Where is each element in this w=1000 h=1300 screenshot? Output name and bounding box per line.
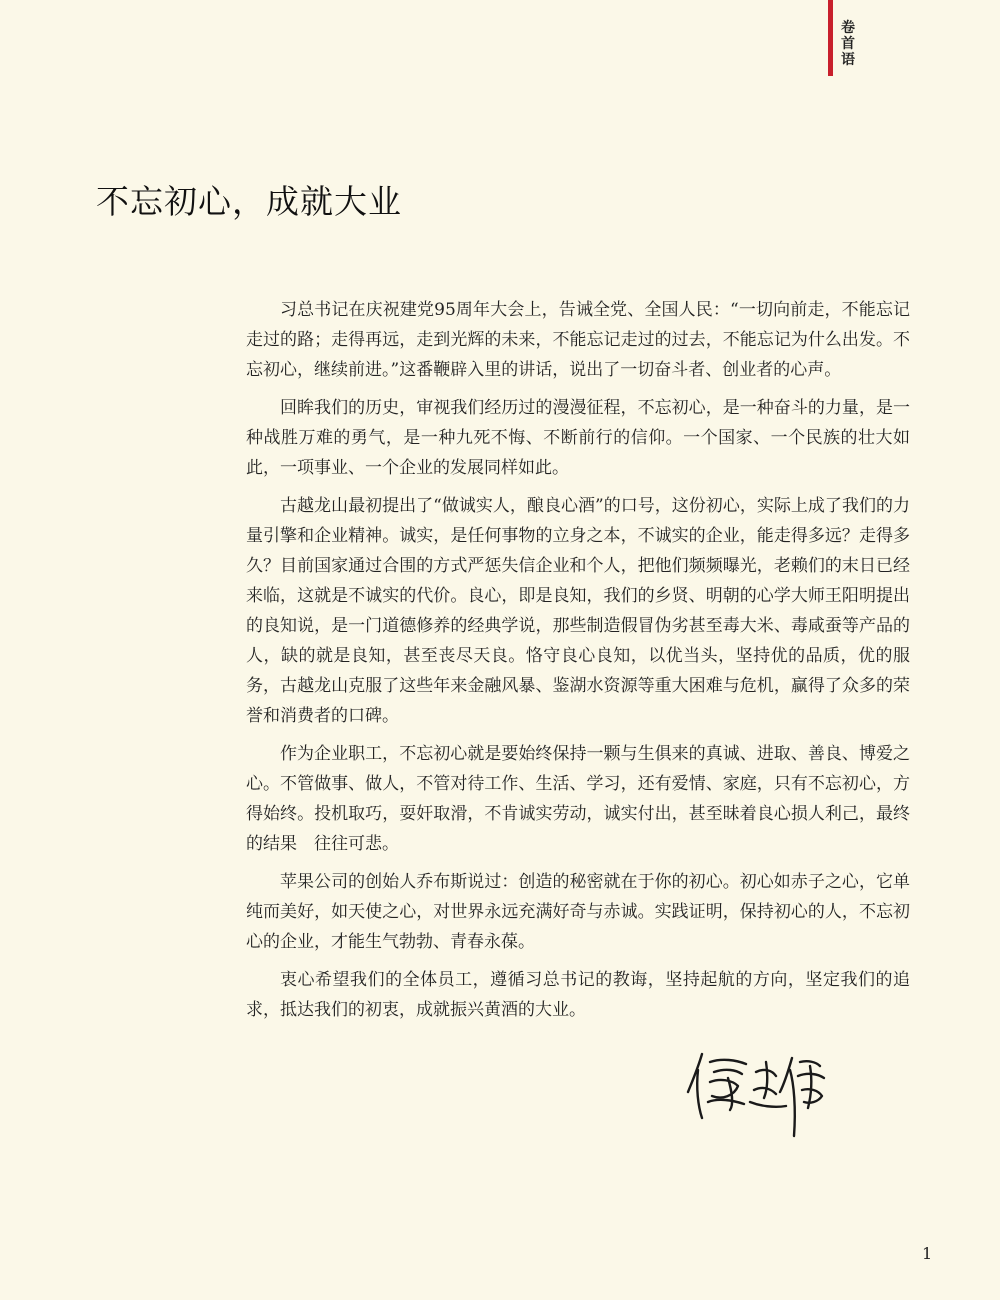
article-paragraph: 古越龙山最初提出了“做诚实人，酿良心酒”的口号，这份初心，实际上成了我们的力量引擎和企业精神。诚实，是任何事物的立身之本，不诚实的企业，能走得多远？走得多久？目前国家通过合围的方式严惩失信企业和个人，把他们频频曝光，老赖们的末日已经来临，这就是不诚实的代价。良心，即是良知，我们的乡贤、明朝的心学大师王阳明提出的良知说，是一门道德修养的经典学说，那些制造假冒伪劣甚至毒大米、毒咸蚕等产品的人，缺的就是良知，甚至丧尽天良。恪守良心良知，以优当头，坚持优的品质，优的服务，古越龙山克服了这些年来金融风暴、鉴湖水资源等重大困难与危机，赢得了众多的荣誉和消费者的口碑。 — [246, 496, 910, 726]
handwritten-signature — [684, 1048, 834, 1138]
article-paragraph: 作为企业职工，不忘初心就是要始终保持一颗与生俱来的真诚、进取、善良、博爱之心。不管做事、做人，不管对待工作、生活、学习，还有爱情、家庭，只有不忘初心，方得始终。投机取巧，耍奸取滑，不肯诚实劳动，诚实付出，甚至昧着良心损人利己，最终的结果 往往可悲。 — [246, 744, 910, 854]
article-paragraph: 习总书记在庆祝建党95周年大会上，告诫全党、全国人民：“一切向前走，不能忘记走过的路；走得再远，走到光辉的未来，不能忘记走过的过去，不能忘记为什么出发。不忘初心，继续前进。”这番鞭辟入里的讲话，说出了一切奋斗者、创业者的心声。 — [246, 300, 910, 380]
article-paragraph: 回眸我们的历史，审视我们经历过的漫漫征程，不忘初心，是一种奋斗的力量，是一种战胜万难的勇气，是一种九死不悔、不断前行的信仰。一个国家、一个民族的壮大如此，一项事业、一个企业的发展同样如此。 — [246, 398, 910, 478]
article-paragraph: 衷心希望我们的全体员工，遵循习总书记的教诲，坚持起航的方向，坚定我们的追求，抵达我们的初衷，成就振兴黄酒的大业。 — [246, 970, 910, 1020]
section-label: 卷首语 — [841, 20, 855, 68]
section-accent-bar — [828, 0, 833, 76]
article-paragraph: 苹果公司的创始人乔布斯说过：创造的秘密就在于你的初心。初心如赤子之心，它单纯而美好，如天使之心，对世界永远充满好奇与赤诚。实践证明，保持初心的人，不忘初心的企业，才能生气勃勃、青春永葆。 — [246, 872, 910, 952]
article-body — [246, 295, 910, 1033]
article-title: 不忘初心，成就大业 — [96, 182, 402, 221]
page-number: 1 — [922, 1244, 933, 1263]
section-tab — [828, 0, 864, 76]
